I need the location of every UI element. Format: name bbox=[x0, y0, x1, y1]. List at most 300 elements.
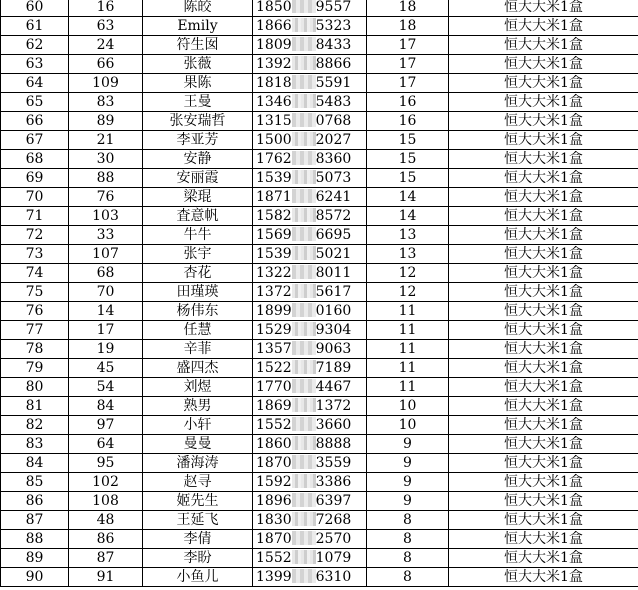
phone-cell[interactable] bbox=[253, 131, 367, 150]
score-cell[interactable]: 14 bbox=[367, 207, 449, 226]
rank-cell[interactable]: 75 bbox=[1, 283, 69, 302]
score-cell[interactable]: 15 bbox=[367, 150, 449, 169]
table-row bbox=[1, 378, 638, 397]
phone-mask bbox=[292, 227, 316, 241]
prize-cell[interactable]: 恒大大米1盒 bbox=[449, 473, 638, 492]
score-cell[interactable]: 13 bbox=[367, 245, 449, 264]
rank-cell[interactable]: 69 bbox=[1, 169, 69, 188]
score-cell[interactable]: 10 bbox=[367, 416, 449, 435]
phone-prefix: 1592 bbox=[256, 474, 292, 490]
score-cell[interactable]: 12 bbox=[367, 264, 449, 283]
table-row bbox=[1, 473, 638, 492]
phone-cell[interactable] bbox=[253, 416, 367, 435]
number-cell[interactable]: 48 bbox=[69, 511, 143, 530]
name-cell[interactable]: 张宇 bbox=[143, 245, 253, 264]
name-cell[interactable]: 杨伟东 bbox=[143, 302, 253, 321]
number-cell[interactable]: 54 bbox=[69, 378, 143, 397]
phone-prefix: 1346 bbox=[256, 94, 292, 110]
rank-cell[interactable]: 86 bbox=[1, 492, 69, 511]
number-cell[interactable]: 45 bbox=[69, 359, 143, 378]
number-cell[interactable]: 87 bbox=[69, 549, 143, 568]
prize-cell[interactable]: 恒大大米1盒 bbox=[449, 416, 638, 435]
table-row bbox=[1, 530, 638, 549]
rank-cell[interactable]: 77 bbox=[1, 321, 69, 340]
prize-cell[interactable]: 恒大大米1盒 bbox=[449, 283, 638, 302]
prize-cell[interactable]: 恒大大米1盒 bbox=[449, 93, 638, 112]
name-cell[interactable]: 梁琨 bbox=[143, 188, 253, 207]
score-cell[interactable]: 11 bbox=[367, 340, 449, 359]
rank-cell[interactable]: 63 bbox=[1, 55, 69, 74]
phone-mask bbox=[292, 531, 316, 545]
name-cell[interactable]: 陈皎 bbox=[143, 0, 253, 17]
score-cell[interactable]: 11 bbox=[367, 302, 449, 321]
phone-prefix: 1860 bbox=[256, 436, 292, 452]
phone-cell[interactable] bbox=[253, 264, 367, 283]
phone-prefix: 1399 bbox=[256, 569, 292, 585]
phone-prefix: 1569 bbox=[256, 227, 292, 243]
name-cell[interactable]: 安丽霞 bbox=[143, 169, 253, 188]
phone-suffix: 0768 bbox=[315, 113, 352, 129]
phone-cell[interactable] bbox=[253, 226, 367, 245]
phone-suffix: 3386 bbox=[315, 474, 352, 490]
number-cell[interactable]: 84 bbox=[69, 397, 143, 416]
phone-cell[interactable] bbox=[253, 492, 367, 511]
number-cell[interactable]: 63 bbox=[69, 17, 143, 36]
score-cell[interactable]: 12 bbox=[367, 283, 449, 302]
prize-cell[interactable]: 恒大大米1盒 bbox=[449, 169, 638, 188]
number-cell[interactable]: 109 bbox=[69, 74, 143, 93]
phone-suffix: 6241 bbox=[315, 189, 352, 205]
phone-suffix: 1372 bbox=[315, 398, 352, 414]
phone-mask bbox=[292, 360, 316, 374]
phone-cell[interactable] bbox=[253, 283, 367, 302]
phone-mask bbox=[292, 94, 316, 108]
phone-prefix: 1392 bbox=[256, 56, 292, 72]
rank-cell[interactable]: 71 bbox=[1, 207, 69, 226]
name-cell[interactable]: 任慧 bbox=[143, 321, 253, 340]
phone-mask bbox=[292, 208, 316, 222]
phone-mask bbox=[292, 246, 316, 260]
phone-mask bbox=[292, 56, 316, 70]
rank-cell[interactable]: 62 bbox=[1, 36, 69, 55]
phone-cell[interactable] bbox=[253, 302, 367, 321]
phone-suffix: 8433 bbox=[315, 37, 352, 53]
name-cell[interactable]: 牛牛 bbox=[143, 226, 253, 245]
number-cell[interactable]: 68 bbox=[69, 264, 143, 283]
rank-cell[interactable]: 64 bbox=[1, 74, 69, 93]
prize-cell[interactable]: 恒大大米1盒 bbox=[449, 302, 638, 321]
prize-cell[interactable]: 恒大大米1盒 bbox=[449, 321, 638, 340]
phone-prefix: 1500 bbox=[256, 132, 292, 148]
prize-cell[interactable]: 恒大大米1盒 bbox=[449, 530, 638, 549]
number-cell[interactable]: 103 bbox=[69, 207, 143, 226]
phone-cell[interactable] bbox=[253, 511, 367, 530]
rank-cell[interactable]: 88 bbox=[1, 530, 69, 549]
phone-suffix: 0160 bbox=[315, 303, 352, 319]
number-cell[interactable]: 108 bbox=[69, 492, 143, 511]
phone-cell[interactable] bbox=[253, 93, 367, 112]
phone-mask bbox=[292, 569, 316, 583]
phone-mask bbox=[292, 303, 316, 317]
phone-mask bbox=[292, 493, 316, 507]
table-row bbox=[1, 264, 638, 283]
phone-cell[interactable] bbox=[253, 549, 367, 568]
phone-mask bbox=[292, 170, 316, 184]
phone-mask bbox=[292, 113, 316, 127]
phone-cell[interactable] bbox=[253, 74, 367, 93]
phone-prefix: 1582 bbox=[256, 208, 292, 224]
phone-prefix: 1552 bbox=[256, 550, 292, 566]
rank-cell[interactable]: 83 bbox=[1, 435, 69, 454]
phone-mask bbox=[292, 417, 316, 431]
score-cell[interactable]: 13 bbox=[367, 226, 449, 245]
phone-suffix: 1079 bbox=[315, 550, 352, 566]
rank-cell[interactable]: 80 bbox=[1, 378, 69, 397]
name-cell[interactable]: 小鱼儿 bbox=[143, 568, 253, 587]
table-row bbox=[1, 492, 638, 511]
rank-cell[interactable]: 61 bbox=[1, 17, 69, 36]
phone-prefix: 1539 bbox=[256, 246, 292, 262]
phone-cell[interactable] bbox=[253, 568, 367, 587]
score-cell[interactable]: 8 bbox=[367, 568, 449, 587]
table-row bbox=[1, 131, 638, 150]
phone-cell[interactable] bbox=[253, 435, 367, 454]
phone-mask bbox=[292, 474, 316, 488]
phone-mask bbox=[292, 151, 316, 165]
rank-cell[interactable]: 73 bbox=[1, 245, 69, 264]
prize-cell[interactable]: 恒大大米1盒 bbox=[449, 74, 638, 93]
phone-cell[interactable] bbox=[253, 340, 367, 359]
phone-cell[interactable] bbox=[253, 454, 367, 473]
phone-prefix: 1866 bbox=[256, 18, 292, 34]
phone-mask bbox=[292, 436, 316, 450]
prize-cell[interactable]: 恒大大米1盒 bbox=[449, 492, 638, 511]
phone-prefix: 1871 bbox=[256, 189, 292, 205]
score-cell[interactable]: 9 bbox=[367, 454, 449, 473]
prize-cell[interactable]: 恒大大米1盒 bbox=[449, 17, 638, 36]
phone-cell[interactable] bbox=[253, 397, 367, 416]
prize-cell[interactable]: 恒大大米1盒 bbox=[449, 264, 638, 283]
phone-suffix: 6695 bbox=[315, 227, 352, 243]
number-cell[interactable]: 17 bbox=[69, 321, 143, 340]
score-cell[interactable]: 9 bbox=[367, 435, 449, 454]
prize-cell[interactable]: 恒大大米1盒 bbox=[449, 131, 638, 150]
number-cell[interactable]: 76 bbox=[69, 188, 143, 207]
prize-cell[interactable]: 恒大大米1盒 bbox=[449, 0, 638, 17]
score-cell[interactable]: 17 bbox=[367, 74, 449, 93]
name-cell[interactable]: 张安瑞哲 bbox=[143, 112, 253, 131]
phone-cell[interactable] bbox=[253, 359, 367, 378]
name-cell[interactable]: 李倩 bbox=[143, 530, 253, 549]
prize-cell[interactable]: 恒大大米1盒 bbox=[449, 397, 638, 416]
name-cell[interactable]: 熟男 bbox=[143, 397, 253, 416]
score-cell[interactable]: 8 bbox=[367, 549, 449, 568]
rank-cell[interactable]: 90 bbox=[1, 568, 69, 587]
phone-prefix: 1529 bbox=[256, 322, 292, 338]
number-cell[interactable]: 64 bbox=[69, 435, 143, 454]
rank-cell[interactable]: 84 bbox=[1, 454, 69, 473]
table-row bbox=[1, 245, 638, 264]
prize-cell[interactable]: 恒大大米1盒 bbox=[449, 378, 638, 397]
rank-cell[interactable]: 82 bbox=[1, 416, 69, 435]
number-cell[interactable]: 33 bbox=[69, 226, 143, 245]
table-row bbox=[1, 568, 638, 587]
score-cell[interactable]: 14 bbox=[367, 188, 449, 207]
phone-suffix: 9063 bbox=[315, 341, 352, 357]
number-cell[interactable]: 95 bbox=[69, 454, 143, 473]
phone-suffix: 3559 bbox=[315, 455, 352, 471]
phone-suffix: 5021 bbox=[315, 246, 352, 262]
name-cell[interactable]: 王曼 bbox=[143, 93, 253, 112]
phone-suffix: 5073 bbox=[315, 170, 352, 186]
name-cell[interactable]: 刘煜 bbox=[143, 378, 253, 397]
phone-mask bbox=[292, 379, 316, 393]
rank-cell[interactable]: 87 bbox=[1, 511, 69, 530]
table-row bbox=[1, 169, 638, 188]
phone-cell[interactable] bbox=[253, 321, 367, 340]
name-cell[interactable]: 李盼 bbox=[143, 549, 253, 568]
prize-cell[interactable]: 恒大大米1盒 bbox=[449, 435, 638, 454]
phone-prefix: 1762 bbox=[256, 151, 292, 167]
name-cell[interactable]: 盛四杰 bbox=[143, 359, 253, 378]
rank-cell[interactable]: 66 bbox=[1, 112, 69, 131]
number-cell[interactable]: 86 bbox=[69, 530, 143, 549]
name-cell[interactable]: 辛菲 bbox=[143, 340, 253, 359]
score-cell[interactable]: 15 bbox=[367, 169, 449, 188]
phone-mask bbox=[292, 265, 316, 279]
prize-cell[interactable]: 恒大大米1盒 bbox=[449, 549, 638, 568]
number-cell[interactable]: 97 bbox=[69, 416, 143, 435]
phone-suffix: 5483 bbox=[315, 94, 352, 110]
phone-suffix: 2027 bbox=[315, 132, 352, 148]
prize-cell[interactable]: 恒大大米1盒 bbox=[449, 245, 638, 264]
phone-prefix: 1830 bbox=[256, 512, 292, 528]
number-cell[interactable]: 21 bbox=[69, 131, 143, 150]
rank-cell[interactable]: 85 bbox=[1, 473, 69, 492]
rank-cell[interactable]: 70 bbox=[1, 188, 69, 207]
phone-suffix: 9304 bbox=[315, 322, 352, 338]
prize-cell[interactable]: 恒大大米1盒 bbox=[449, 207, 638, 226]
phone-suffix: 8011 bbox=[315, 265, 352, 281]
prize-cell[interactable]: 恒大大米1盒 bbox=[449, 188, 638, 207]
name-cell[interactable]: 安静 bbox=[143, 150, 253, 169]
number-cell[interactable]: 19 bbox=[69, 340, 143, 359]
table-row bbox=[1, 17, 638, 36]
phone-prefix: 1315 bbox=[256, 113, 292, 129]
phone-suffix: 9557 bbox=[315, 0, 352, 15]
name-cell[interactable]: 査意帆 bbox=[143, 207, 253, 226]
phone-suffix: 3660 bbox=[315, 417, 352, 433]
table-row bbox=[1, 36, 638, 55]
name-cell[interactable]: 赵寻 bbox=[143, 473, 253, 492]
phone-cell[interactable] bbox=[253, 188, 367, 207]
number-cell[interactable]: 88 bbox=[69, 169, 143, 188]
table-row bbox=[1, 454, 638, 473]
phone-suffix: 8572 bbox=[315, 208, 352, 224]
number-cell[interactable]: 107 bbox=[69, 245, 143, 264]
phone-cell[interactable] bbox=[253, 55, 367, 74]
phone-prefix: 1809 bbox=[256, 37, 292, 53]
phone-cell[interactable] bbox=[253, 17, 367, 36]
table-body bbox=[1, 0, 638, 587]
phone-cell[interactable] bbox=[253, 207, 367, 226]
rank-cell[interactable]: 65 bbox=[1, 93, 69, 112]
table-row bbox=[1, 511, 638, 530]
score-cell[interactable]: 15 bbox=[367, 131, 449, 150]
phone-prefix: 1522 bbox=[256, 360, 292, 376]
table-row bbox=[1, 55, 638, 74]
phone-cell[interactable] bbox=[253, 0, 367, 17]
name-cell[interactable]: 田瑾瑛 bbox=[143, 283, 253, 302]
table-row bbox=[1, 359, 638, 378]
name-cell[interactable]: 杏花 bbox=[143, 264, 253, 283]
phone-mask bbox=[292, 132, 316, 146]
phone-prefix: 1850 bbox=[256, 0, 292, 15]
name-cell[interactable]: 张薇 bbox=[143, 55, 253, 74]
table-row bbox=[1, 340, 638, 359]
phone-cell[interactable] bbox=[253, 36, 367, 55]
score-cell[interactable]: 8 bbox=[367, 511, 449, 530]
name-cell[interactable]: Emily bbox=[143, 17, 253, 36]
name-cell[interactable]: 潘海涛 bbox=[143, 454, 253, 473]
phone-mask bbox=[292, 284, 316, 298]
prize-cell[interactable]: 恒大大米1盒 bbox=[449, 55, 638, 74]
phone-suffix: 6310 bbox=[315, 569, 352, 585]
table-row bbox=[1, 226, 638, 245]
phone-prefix: 1870 bbox=[256, 531, 292, 547]
table-row bbox=[1, 283, 638, 302]
table-row bbox=[1, 0, 638, 17]
prize-cell[interactable]: 恒大大米1盒 bbox=[449, 568, 638, 587]
phone-prefix: 1869 bbox=[256, 398, 292, 414]
score-cell[interactable]: 16 bbox=[367, 112, 449, 131]
prize-cell[interactable]: 恒大大米1盒 bbox=[449, 359, 638, 378]
table-row bbox=[1, 302, 638, 321]
phone-suffix: 6397 bbox=[315, 493, 352, 509]
name-cell[interactable]: 姬先生 bbox=[143, 492, 253, 511]
number-cell[interactable]: 89 bbox=[69, 112, 143, 131]
phone-mask bbox=[292, 75, 316, 89]
score-cell[interactable]: 8 bbox=[367, 530, 449, 549]
name-cell[interactable]: 李亚芳 bbox=[143, 131, 253, 150]
rank-cell[interactable]: 78 bbox=[1, 340, 69, 359]
rank-cell[interactable]: 68 bbox=[1, 150, 69, 169]
table-row bbox=[1, 416, 638, 435]
phone-prefix: 1357 bbox=[256, 341, 292, 357]
name-cell[interactable]: 王延飞 bbox=[143, 511, 253, 530]
score-cell[interactable]: 18 bbox=[367, 0, 449, 17]
phone-prefix: 1539 bbox=[256, 170, 292, 186]
phone-suffix: 8360 bbox=[315, 151, 352, 167]
prize-cell[interactable]: 恒大大米1盒 bbox=[449, 36, 638, 55]
name-cell[interactable]: 曼曼 bbox=[143, 435, 253, 454]
phone-suffix: 5591 bbox=[315, 75, 352, 91]
phone-mask bbox=[292, 18, 316, 32]
prize-cell[interactable]: 恒大大米1盒 bbox=[449, 226, 638, 245]
phone-mask bbox=[292, 189, 316, 203]
number-cell[interactable]: 91 bbox=[69, 568, 143, 587]
phone-cell[interactable] bbox=[253, 169, 367, 188]
phone-prefix: 1770 bbox=[256, 379, 292, 395]
phone-suffix: 4467 bbox=[315, 379, 352, 395]
score-cell[interactable]: 9 bbox=[367, 473, 449, 492]
number-cell[interactable]: 14 bbox=[69, 302, 143, 321]
rank-cell[interactable]: 72 bbox=[1, 226, 69, 245]
prize-cell[interactable]: 恒大大米1盒 bbox=[449, 454, 638, 473]
score-cell[interactable]: 17 bbox=[367, 36, 449, 55]
rank-cell[interactable]: 60 bbox=[1, 0, 69, 17]
name-cell[interactable]: 小轩 bbox=[143, 416, 253, 435]
phone-mask bbox=[292, 512, 316, 526]
table-row bbox=[1, 93, 638, 112]
phone-mask bbox=[292, 341, 316, 355]
score-cell[interactable]: 11 bbox=[367, 359, 449, 378]
phone-cell[interactable] bbox=[253, 378, 367, 397]
number-cell[interactable]: 24 bbox=[69, 36, 143, 55]
table-row bbox=[1, 549, 638, 568]
rank-cell[interactable]: 76 bbox=[1, 302, 69, 321]
table-row bbox=[1, 112, 638, 131]
table-row bbox=[1, 207, 638, 226]
phone-mask bbox=[292, 0, 316, 13]
phone-mask bbox=[292, 398, 316, 412]
rank-cell[interactable]: 89 bbox=[1, 549, 69, 568]
phone-cell[interactable] bbox=[253, 150, 367, 169]
rank-cell[interactable]: 79 bbox=[1, 359, 69, 378]
phone-mask bbox=[292, 550, 316, 564]
prize-cell[interactable]: 恒大大米1盒 bbox=[449, 150, 638, 169]
phone-cell[interactable] bbox=[253, 530, 367, 549]
score-cell[interactable]: 9 bbox=[367, 492, 449, 511]
prize-cell[interactable]: 恒大大米1盒 bbox=[449, 340, 638, 359]
phone-prefix: 1870 bbox=[256, 455, 292, 471]
prize-cell[interactable]: 恒大大米1盒 bbox=[449, 511, 638, 530]
table-row bbox=[1, 397, 638, 416]
number-cell[interactable]: 102 bbox=[69, 473, 143, 492]
number-cell[interactable]: 83 bbox=[69, 93, 143, 112]
number-cell[interactable]: 30 bbox=[69, 150, 143, 169]
rank-cell[interactable]: 74 bbox=[1, 264, 69, 283]
phone-suffix: 8888 bbox=[315, 436, 352, 452]
phone-prefix: 1322 bbox=[256, 265, 292, 281]
rank-cell[interactable]: 81 bbox=[1, 397, 69, 416]
score-cell[interactable]: 11 bbox=[367, 321, 449, 340]
phone-mask bbox=[292, 322, 316, 336]
table-row bbox=[1, 150, 638, 169]
score-cell[interactable]: 17 bbox=[367, 55, 449, 74]
prize-cell[interactable]: 恒大大米1盒 bbox=[449, 112, 638, 131]
score-cell[interactable]: 16 bbox=[367, 93, 449, 112]
phone-mask bbox=[292, 37, 316, 51]
phone-prefix: 1372 bbox=[256, 284, 292, 300]
phone-suffix: 2570 bbox=[315, 531, 352, 547]
number-cell[interactable]: 70 bbox=[69, 283, 143, 302]
phone-cell[interactable] bbox=[253, 245, 367, 264]
phone-prefix: 1818 bbox=[256, 75, 292, 91]
score-cell[interactable]: 10 bbox=[367, 397, 449, 416]
name-cell[interactable]: 符生囡 bbox=[143, 36, 253, 55]
phone-suffix: 7189 bbox=[315, 360, 352, 376]
score-cell[interactable]: 18 bbox=[367, 17, 449, 36]
phone-cell[interactable] bbox=[253, 473, 367, 492]
phone-suffix: 8866 bbox=[315, 56, 352, 72]
number-cell[interactable]: 66 bbox=[69, 55, 143, 74]
score-cell[interactable]: 11 bbox=[367, 378, 449, 397]
rank-cell[interactable]: 67 bbox=[1, 131, 69, 150]
number-cell[interactable]: 16 bbox=[69, 0, 143, 17]
name-cell[interactable]: 果陈 bbox=[143, 74, 253, 93]
phone-cell[interactable] bbox=[253, 112, 367, 131]
